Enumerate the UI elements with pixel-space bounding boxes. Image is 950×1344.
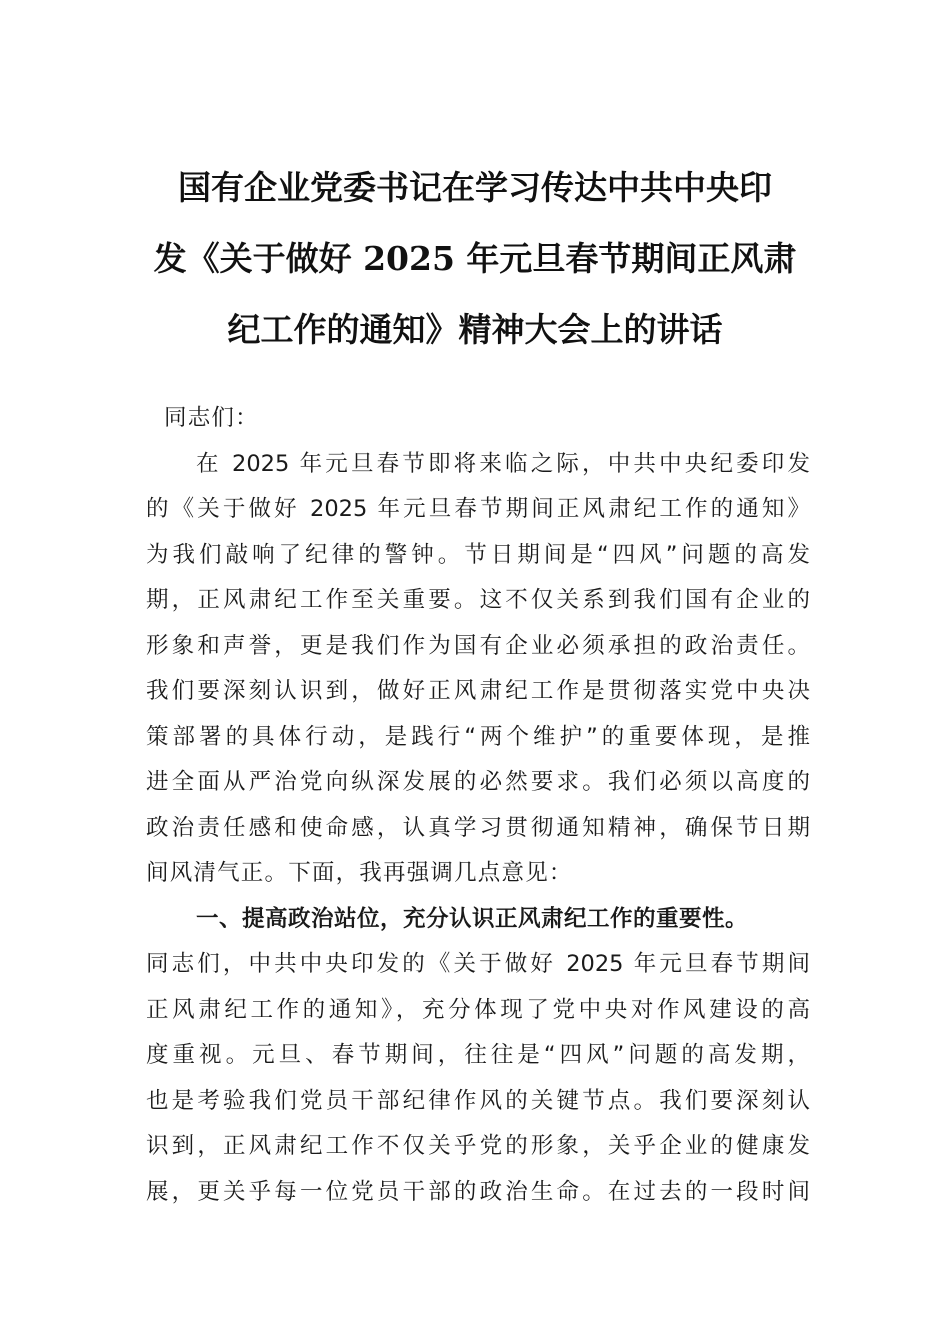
paragraph-line: 策部署的具体行动，是践行“两个维护”的重要体现，是推 <box>146 723 810 750</box>
paragraph-line: 政治责任感和使命感，认真学习贯彻通知精神，确保节日期 <box>146 814 810 841</box>
paragraph-line: 为我们敲响了纪律的警钟。节日期间是“四风”问题的高发 <box>146 541 810 568</box>
paragraph-line: 同志们，中共中央印发的《关于做好 2025 年元旦春节期间 <box>146 951 810 977</box>
paragraph-line: 形象和声誉，更是我们作为国有企业必须承担的政治责任。 <box>146 632 810 659</box>
paragraph-section-1 <box>146 942 810 1215</box>
title-line-1: 国有企业党委书记在学习传达中共中央印 <box>178 168 772 207</box>
paragraph-line: 期，正风肃纪工作至关重要。这不仅关系到我们国有企业的 <box>146 587 810 613</box>
paragraph-line: 间风清气正。下面，我再强调几点意见： <box>146 860 573 886</box>
salutation: 同志们： <box>164 405 259 431</box>
paragraph-intro <box>146 442 810 897</box>
paragraph-line: 在 2025 年元旦春节即将来临之际，中共中央纪委印发 <box>196 450 810 477</box>
paragraph-line: 展，更关乎每一位党员干部的政治生命。在过去的一段时间 <box>146 1178 810 1205</box>
section-heading-1: 一、提高政治站位，充分认识正风肃纪工作的重要性。 <box>196 905 749 932</box>
paragraph-line: 识到，正风肃纪工作不仅关乎党的形象，关乎企业的健康发 <box>146 1133 810 1159</box>
paragraph-line: 的《关于做好 2025 年元旦春节期间正风肃纪工作的通知》 <box>146 496 810 522</box>
title-line-3: 纪工作的通知》精神大会上的讲话 <box>227 310 723 349</box>
paragraph-line: 我们要深刻认识到，做好正风肃纪工作是贯彻落实党中央决 <box>146 678 810 704</box>
paragraph-line: 也是考验我们党员干部纪律作风的关键节点。我们要深刻认 <box>146 1087 810 1114</box>
paragraph-line: 进全面从严治党向纵深发展的必然要求。我们必须以高度的 <box>146 769 810 795</box>
paragraph-line: 度重视。元旦、春节期间，往往是“四风”问题的高发期， <box>146 1042 810 1068</box>
document-body <box>146 396 810 1215</box>
document-title <box>140 152 810 365</box>
paragraph-line: 正风肃纪工作的通知》，充分体现了党中央对作风建设的高 <box>146 996 810 1023</box>
title-line-2: 发《关于做好 2025 年元旦春节期间正风肃 <box>153 239 797 278</box>
